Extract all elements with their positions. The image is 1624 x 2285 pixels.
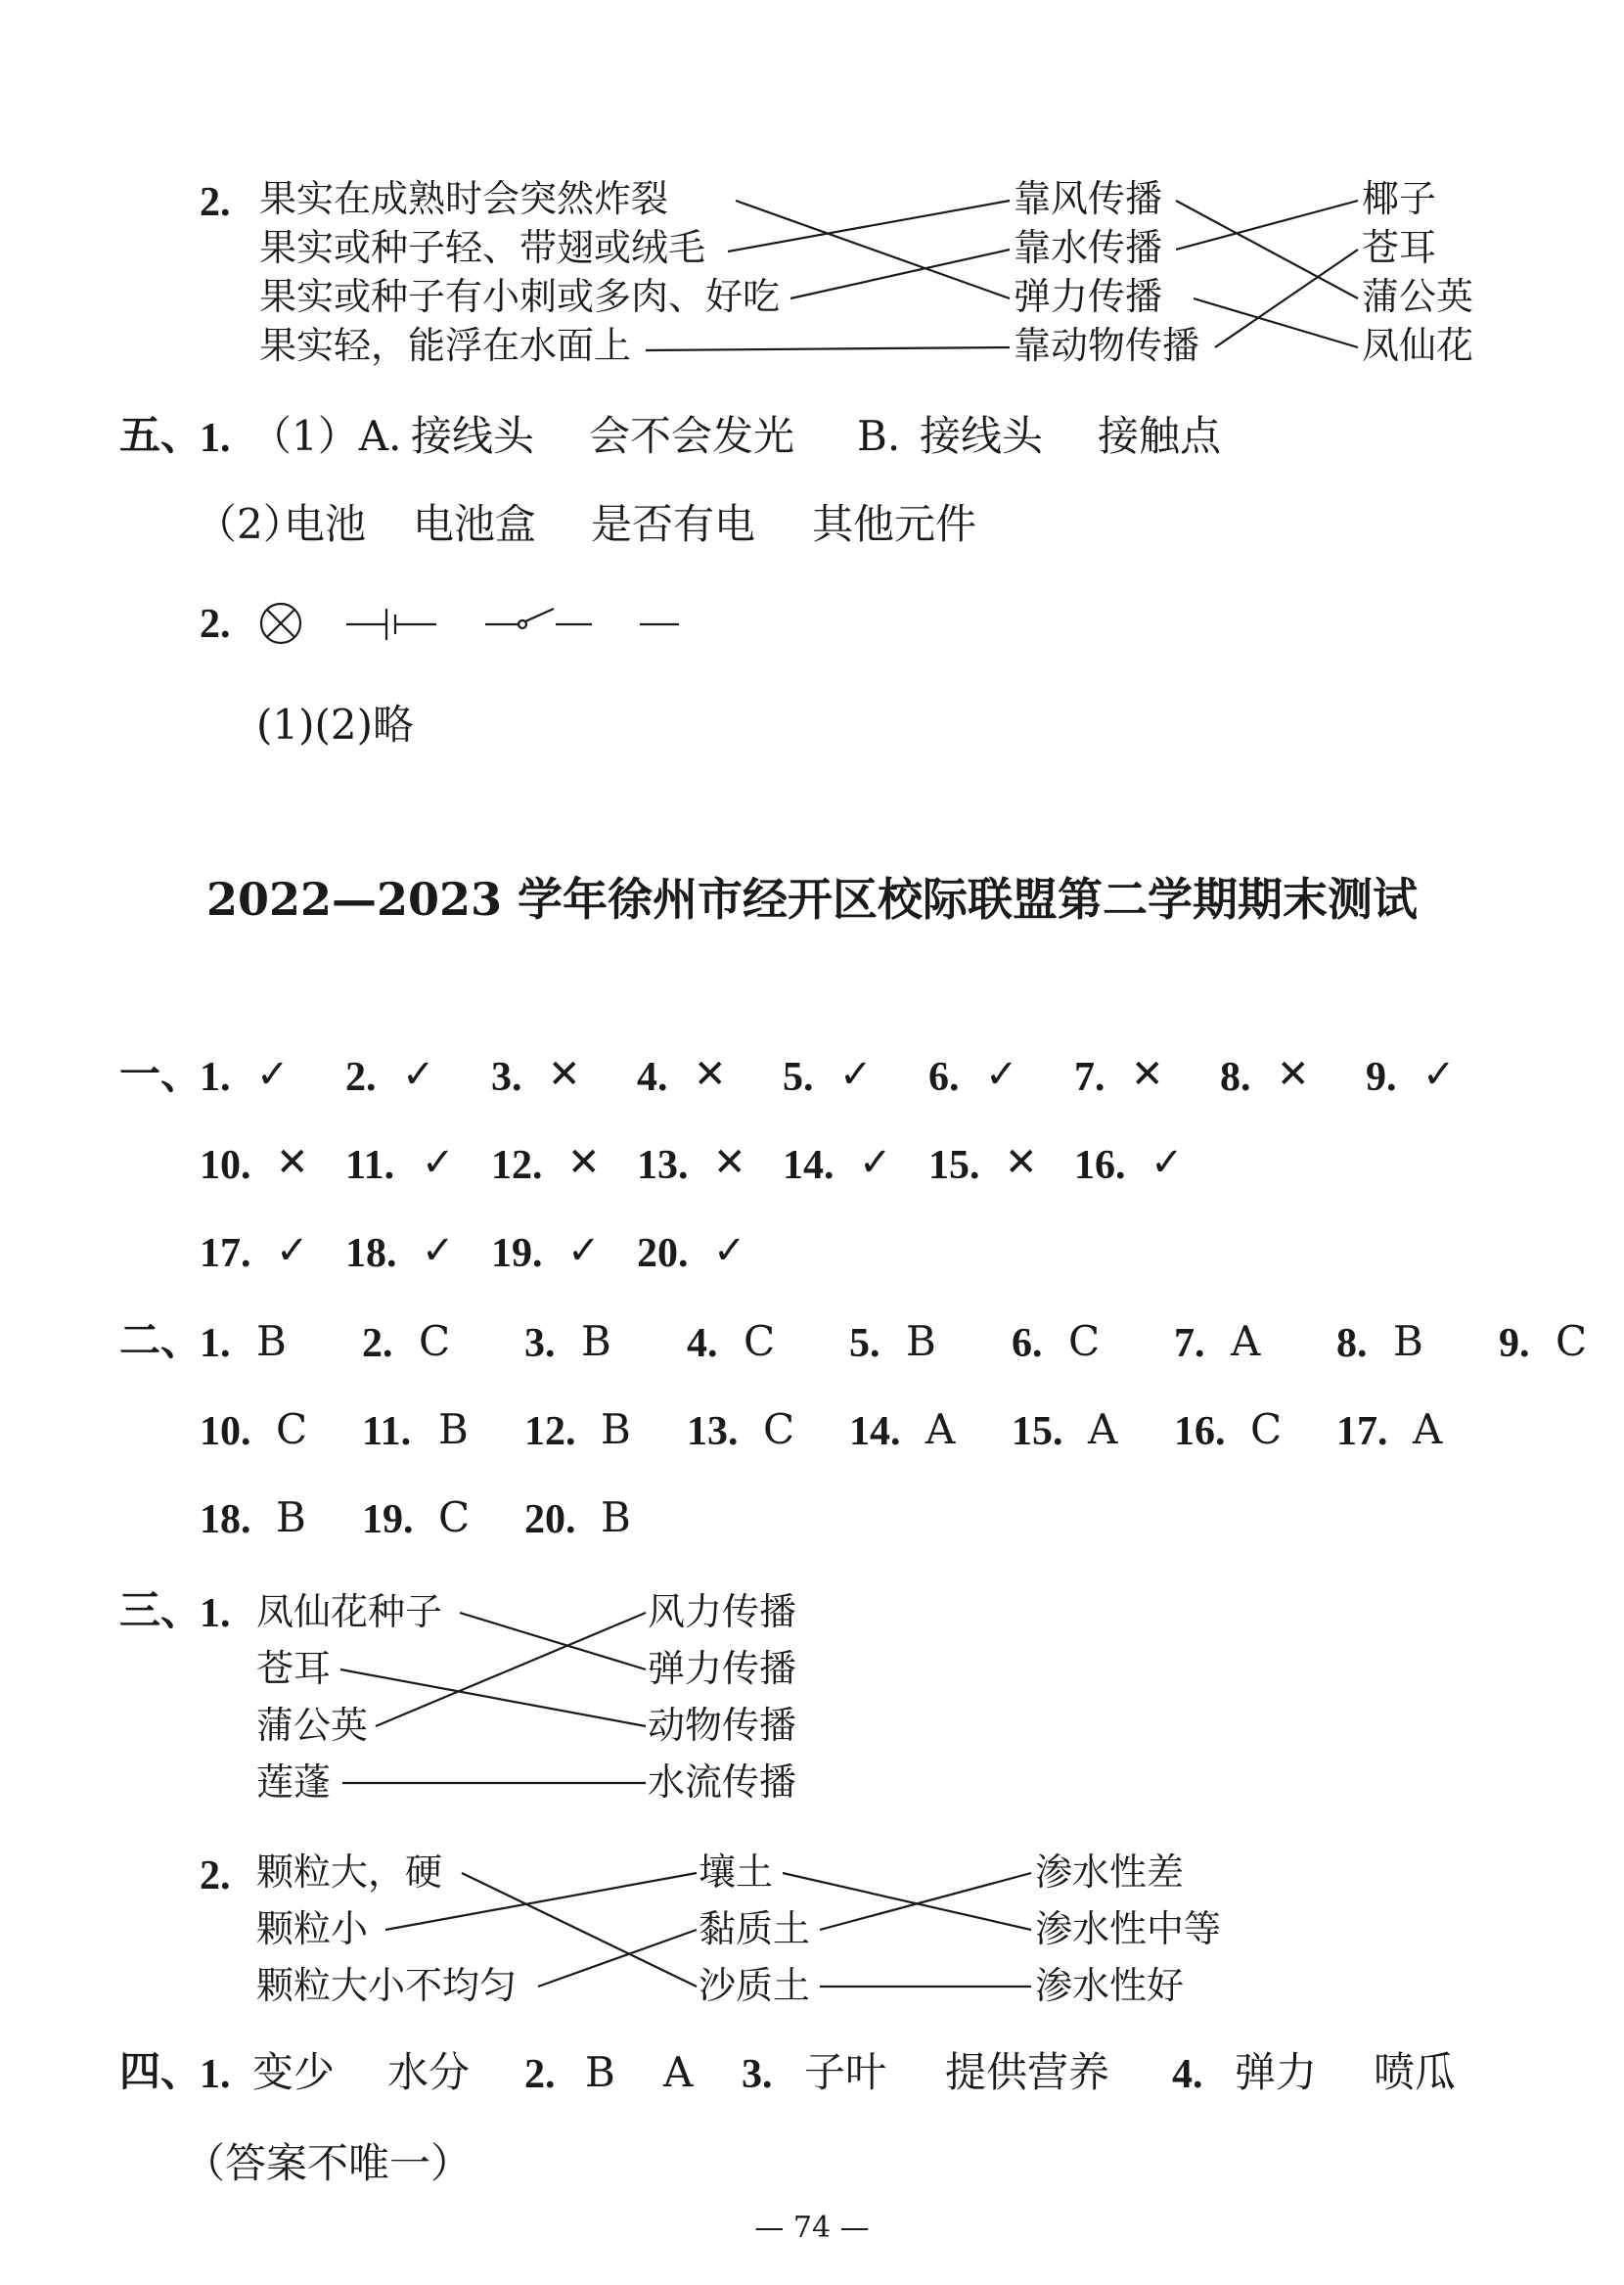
choice-answer: B xyxy=(601,1405,631,1453)
s5-p2-label: （2） xyxy=(196,500,304,548)
s3-q2-left-item: 颗粒小 xyxy=(256,1907,369,1950)
question-number: 20. xyxy=(524,1497,576,1542)
choice-answer: C xyxy=(1250,1405,1283,1453)
s4-answer: B xyxy=(585,2048,615,2096)
answer-mark: ✓ xyxy=(422,1228,455,1273)
section-2-label: 二、 xyxy=(119,1319,203,1364)
question-number: 3. xyxy=(524,1321,556,1366)
s4-note: （答案不唯一） xyxy=(184,2139,473,2187)
question-number: 11. xyxy=(345,1143,395,1188)
question-number: 19. xyxy=(491,1231,543,1276)
s5-answer: 接触点 xyxy=(1098,412,1222,460)
s5-q2-note: (1)(2)略 xyxy=(256,701,414,749)
choice-answer: B xyxy=(601,1493,631,1541)
question-number: 14. xyxy=(783,1143,835,1188)
question-number: 13. xyxy=(687,1409,739,1454)
answer-mark: ✓ xyxy=(859,1140,892,1185)
choice-answer: C xyxy=(419,1317,451,1365)
top-mid-item: 靠动物传播 xyxy=(1014,324,1200,367)
s5-answer: 接线头 xyxy=(411,412,535,460)
s3-q1-number: 1. xyxy=(200,1591,231,1636)
s3-q1-right-item: 风力传播 xyxy=(648,1590,797,1633)
choice-answer: B xyxy=(1393,1317,1423,1365)
choice-answer: B xyxy=(581,1317,611,1365)
match-line xyxy=(538,1930,697,1987)
s3-q1-left-item: 蒲公英 xyxy=(256,1704,369,1747)
question-number: 2. xyxy=(362,1321,393,1366)
answer-mark: ✕ xyxy=(548,1052,581,1097)
section-1-label: 一、 xyxy=(119,1053,203,1098)
s5-answer: 电池 xyxy=(284,500,367,548)
question-number: 2. xyxy=(345,1055,377,1100)
s4-answer: 水分 xyxy=(387,2048,471,2096)
s5-answer: 其他元件 xyxy=(812,500,977,548)
match-line xyxy=(1215,250,1358,347)
answer-mark: ✓ xyxy=(1150,1140,1184,1185)
bulb-symbol xyxy=(261,604,300,643)
answer-mark: ✓ xyxy=(422,1140,455,1185)
s3-q2-left-item: 颗粒大小不均匀 xyxy=(256,1964,518,2007)
s4-q1-number: 1. xyxy=(200,2052,231,2097)
s4-answer: 弹力 xyxy=(1235,2048,1318,2096)
s5-answer: 接线头 xyxy=(920,412,1044,460)
s5-q2-number: 2. xyxy=(200,602,231,647)
choice-answer: A xyxy=(1413,1405,1443,1453)
question-number: 8. xyxy=(1220,1055,1251,1100)
answer-mark: ✕ xyxy=(567,1140,601,1185)
s3-q1-left-item: 凤仙花种子 xyxy=(256,1590,443,1633)
answer-mark: ✓ xyxy=(402,1052,435,1097)
match-line xyxy=(340,1669,646,1726)
s4-q2-number: 2. xyxy=(524,2052,556,2097)
choice-answer: C xyxy=(744,1317,776,1365)
question-number: 3. xyxy=(491,1055,522,1100)
choice-answer: A xyxy=(1231,1317,1261,1365)
section-4-label: 四、 xyxy=(119,2050,203,2095)
question-number: 15. xyxy=(1012,1409,1063,1454)
top-mid-item: 靠风传播 xyxy=(1014,177,1163,220)
question-number: 5. xyxy=(783,1055,814,1100)
answer-mark: ✓ xyxy=(713,1228,746,1273)
section-5-label: 五、 xyxy=(119,414,203,459)
answer-mark: ✓ xyxy=(256,1052,290,1097)
s3-q2-right-item: 渗水性好 xyxy=(1035,1964,1185,2007)
question-number: 13. xyxy=(637,1143,689,1188)
question-number: 19. xyxy=(362,1497,414,1542)
answer-mark: ✓ xyxy=(276,1228,309,1273)
question-number: 9. xyxy=(1499,1321,1530,1366)
question-number: 4. xyxy=(637,1055,668,1100)
match-line xyxy=(728,201,1010,251)
s3-q2-mid-item: 沙质土 xyxy=(699,1964,811,2007)
question-number: 8. xyxy=(1336,1321,1368,1366)
s5-p1-label: （1）A. xyxy=(250,412,402,460)
switch-symbol xyxy=(485,609,592,628)
question-number: 10. xyxy=(200,1143,251,1188)
top-mid-item: 靠水传播 xyxy=(1014,226,1163,269)
question-number: 12. xyxy=(524,1409,576,1454)
choice-answer: C xyxy=(1556,1317,1588,1365)
choice-answer: C xyxy=(763,1405,795,1453)
s3-q1-left-item: 苍耳 xyxy=(256,1647,332,1690)
top-left-item: 果实轻，能浮在水面上 xyxy=(259,324,632,367)
choice-answer: C xyxy=(438,1493,471,1541)
question-number: 6. xyxy=(928,1055,960,1100)
question-number: 1. xyxy=(200,1321,231,1366)
s3-q2-left-item: 颗粒大，硬 xyxy=(256,1851,443,1894)
top-q2-number: 2. xyxy=(200,180,231,225)
question-number: 1. xyxy=(200,1055,231,1100)
s3-q2-number: 2. xyxy=(200,1853,231,1898)
question-number: 11. xyxy=(362,1409,412,1454)
question-number: 14. xyxy=(849,1409,901,1454)
choice-answer: A xyxy=(1088,1405,1118,1453)
choice-answer: B xyxy=(276,1493,306,1541)
match-line xyxy=(646,347,1010,350)
question-number: 9. xyxy=(1366,1055,1397,1100)
match-line xyxy=(1176,201,1358,298)
question-number: 20. xyxy=(637,1231,689,1276)
answer-mark: ✕ xyxy=(1277,1052,1310,1097)
s4-answer: 变少 xyxy=(252,2048,336,2096)
match-line xyxy=(820,1873,1031,1930)
s5-q1-number: 1. xyxy=(200,416,231,461)
top-right-item: 椰子 xyxy=(1362,177,1437,220)
s5-p1b-label: B. xyxy=(857,412,901,460)
top-left-item: 果实或种子轻、带翅或绒毛 xyxy=(259,226,706,269)
answer-mark: ✓ xyxy=(985,1052,1018,1097)
question-number: 4. xyxy=(687,1321,718,1366)
s4-q3-number: 3. xyxy=(742,2052,773,2097)
choice-answer: B xyxy=(438,1405,469,1453)
top-right-item: 苍耳 xyxy=(1362,226,1437,269)
s3-q1-right-item: 动物传播 xyxy=(648,1704,797,1747)
battery-symbol xyxy=(346,609,436,640)
question-number: 7. xyxy=(1174,1321,1205,1366)
answer-mark: ✕ xyxy=(713,1140,746,1185)
s4-answer: A xyxy=(663,2048,694,2096)
s3-q1-right-item: 水流传播 xyxy=(648,1760,797,1804)
s3-q2-right-item: 渗水性中等 xyxy=(1035,1907,1222,1950)
match-line xyxy=(790,250,1010,298)
top-mid-item: 弹力传播 xyxy=(1014,275,1163,318)
s5-answer: 会不会发光 xyxy=(589,412,795,460)
page-number: — 74 — xyxy=(754,2211,870,2245)
question-number: 18. xyxy=(345,1231,397,1276)
s3-q1-right-item: 弹力传播 xyxy=(648,1647,797,1690)
s3-q1-left-item: 莲蓬 xyxy=(256,1760,332,1804)
match-line xyxy=(783,1873,1031,1930)
question-number: 17. xyxy=(200,1231,251,1276)
section-3-label: 三、 xyxy=(119,1589,203,1634)
question-number: 16. xyxy=(1174,1409,1226,1454)
answer-mark: ✓ xyxy=(567,1228,601,1273)
question-number: 15. xyxy=(928,1143,980,1188)
question-number: 18. xyxy=(200,1497,251,1542)
question-number: 17. xyxy=(1336,1409,1388,1454)
match-line xyxy=(1176,201,1358,250)
match-line xyxy=(460,1613,646,1669)
answer-mark: ✕ xyxy=(1131,1052,1164,1097)
s3-q2-right-item: 渗水性差 xyxy=(1035,1851,1185,1894)
s5-answer: 是否有电 xyxy=(591,500,756,548)
question-number: 5. xyxy=(849,1321,880,1366)
question-number: 12. xyxy=(491,1143,543,1188)
choice-answer: B xyxy=(906,1317,936,1365)
choice-answer: C xyxy=(276,1405,308,1453)
answer-mark: ✕ xyxy=(1005,1140,1038,1185)
s4-q4-number: 4. xyxy=(1172,2052,1203,2097)
choice-answer: B xyxy=(256,1317,287,1365)
top-right-item: 凤仙花 xyxy=(1362,324,1474,367)
question-number: 16. xyxy=(1074,1143,1126,1188)
answer-mark: ✕ xyxy=(694,1052,727,1097)
answer-mark: ✕ xyxy=(276,1140,309,1185)
s4-answer: 提供营养 xyxy=(945,2048,1110,2096)
answer-mark: ✓ xyxy=(839,1052,873,1097)
top-left-item: 果实在成熟时会突然炸裂 xyxy=(259,177,669,220)
s4-answer: 喷瓜 xyxy=(1374,2048,1457,2096)
choice-answer: C xyxy=(1068,1317,1101,1365)
choice-answer: A xyxy=(925,1405,956,1453)
s5-answer: 电池盒 xyxy=(413,500,537,548)
s3-q2-mid-item: 黏质土 xyxy=(699,1907,811,1950)
exam-title: 2022—2023 学年徐州市经开区校际联盟第二学期期末测试 xyxy=(205,873,1419,926)
s4-answer: 子叶 xyxy=(804,2048,887,2096)
top-right-item: 蒲公英 xyxy=(1362,275,1474,318)
question-number: 10. xyxy=(200,1409,251,1454)
answer-mark: ✓ xyxy=(1422,1052,1456,1097)
top-left-item: 果实或种子有小刺或多肉、好吃 xyxy=(259,275,781,318)
s3-q2-mid-item: 壤土 xyxy=(699,1851,774,1894)
question-number: 7. xyxy=(1074,1055,1105,1100)
match-line xyxy=(1194,298,1358,347)
question-number: 6. xyxy=(1012,1321,1043,1366)
